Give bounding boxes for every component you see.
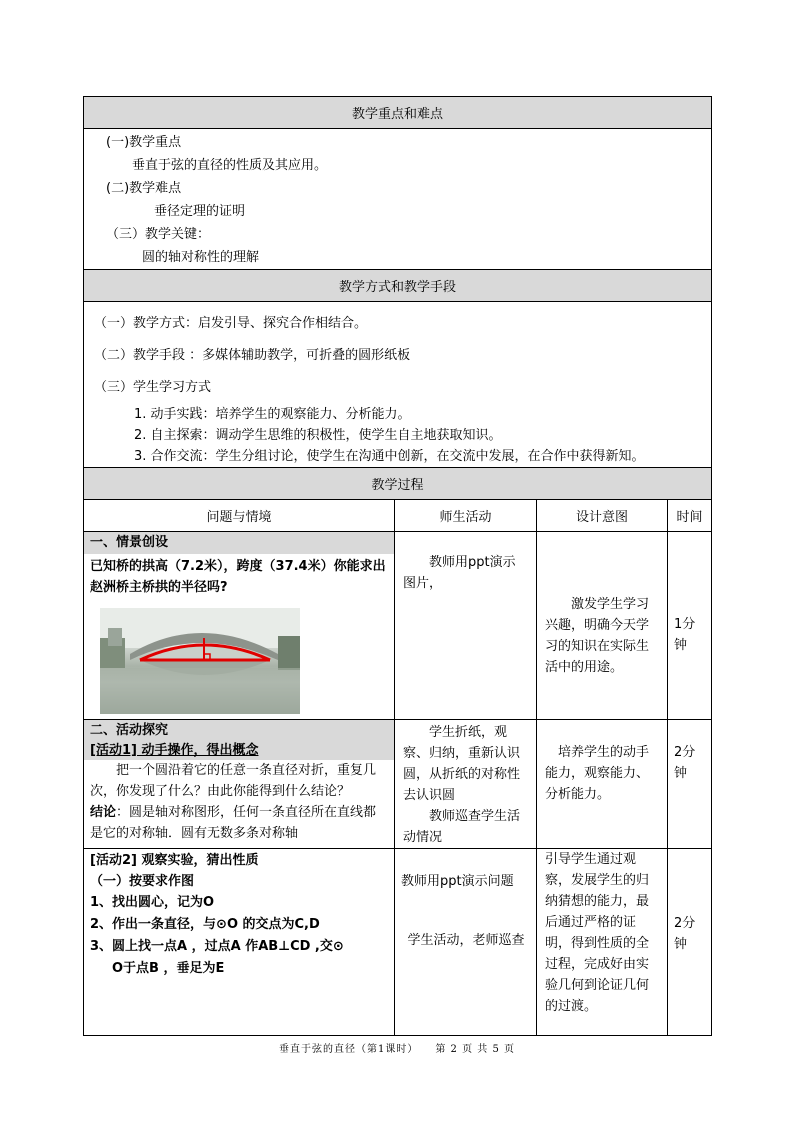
row2-conclusion xyxy=(84,802,394,846)
key-point-text: 垂直于弦的直径的性质及其应用。 xyxy=(132,158,328,173)
teaching-method-content xyxy=(84,302,712,468)
key-factor-heading: （三）教学关键： xyxy=(106,227,211,242)
key-points-content xyxy=(84,129,712,270)
row3-activity-cell xyxy=(395,849,537,1036)
page-footer: 垂直于弦的直径（第1课时） 第 2 页 共 5 页 xyxy=(279,1044,515,1055)
row1-activity: 教师用ppt演示图片， xyxy=(403,555,516,591)
row2-body: 把一个圆沿着它的任意一条直径对折，重复几次，你发现了什么？由此你能得到什么结论？ xyxy=(90,763,377,799)
section-title-key-points: 教学重点和难点 xyxy=(84,97,712,129)
row3-time: 2分钟 xyxy=(674,916,696,952)
column-header-activity: 师生活动 xyxy=(395,500,537,532)
row1-intent-cell xyxy=(537,532,668,720)
row3-intent-cell xyxy=(537,849,668,1036)
row2-intent-cell xyxy=(537,720,668,849)
row3-activity: 教师用ppt演示问题 xyxy=(401,874,514,889)
row1-question-cell xyxy=(84,532,395,720)
row1-time: 1分钟 xyxy=(674,617,696,653)
study-item: 2. 自主探索：调动学生思维的积极性，使学生自主地获取知识。 xyxy=(134,428,502,443)
zhaozhou-bridge-photo xyxy=(100,608,300,714)
column-header-intent: 设计意图 xyxy=(537,500,668,532)
lesson-plan-page xyxy=(83,96,711,1036)
section-title-teaching-process: 教学过程 xyxy=(84,468,712,500)
study-method-heading: （三）学生学习方式 xyxy=(94,380,212,395)
step-title: （一）按要求作图 xyxy=(90,874,195,889)
key-point-heading: (一)教学重点 xyxy=(106,135,182,150)
row3-question-cell xyxy=(84,849,395,1036)
row2-activity2: 教师巡查学生活动情况 xyxy=(403,809,521,845)
difficulty-text: 垂径定理的证明 xyxy=(154,204,246,219)
column-header-time: 时间 xyxy=(668,500,712,532)
row2-question-cell xyxy=(84,720,395,849)
step-item: O于点B ，垂足为E xyxy=(112,961,225,976)
conclusion-text: ：圆是轴对称图形，任何一条直径所在直线都是它的对称轴．圆有无数多条对称轴 xyxy=(90,805,377,841)
conclusion-label: 结论 xyxy=(90,805,117,820)
teaching-method-text: （一）教学方式：启发引导、探究合作相结合。 xyxy=(94,316,368,331)
row1-heading: 一、情景创设 xyxy=(84,532,394,554)
row2-time: 2分钟 xyxy=(674,745,696,781)
lesson-table xyxy=(83,96,712,1036)
row3-time-cell xyxy=(668,849,712,1036)
row3-activity2: 学生活动，老师巡查 xyxy=(407,933,525,948)
row2-sub-heading xyxy=(84,742,394,760)
row1-activity-cell xyxy=(395,532,537,720)
study-item: 3. 合作交流：学生分组讨论，使学生在沟通中创新，在交流中发展，在合作中获得新知。 xyxy=(134,449,645,464)
study-item: 1. 动手实践：培养学生的观察能力、分析能力。 xyxy=(134,407,411,422)
step-item: 2、作出一条直径，与⊙O 的交点为C,D xyxy=(90,917,320,932)
row1-question: 已知桥的拱高（7.2米），跨度（37.4米）你能求出赵洲桥主桥拱的半径吗? xyxy=(90,559,386,595)
teaching-means-text: （二）教学手段 ：多媒体辅助教学，可折叠的圆形纸板 xyxy=(94,348,411,363)
step-item: 3、圆上找一点A ，过点A 作AB⊥CD ,交⊙ xyxy=(90,939,344,954)
activity1-title: [活动1] 动手操作，得出概念 xyxy=(90,743,259,758)
column-header-question: 问题与情境 xyxy=(84,500,395,532)
row2-heading: 二、活动探究 xyxy=(84,720,394,742)
row1-time-cell xyxy=(668,532,712,720)
activity2-title: [活动2] 观察实验，猜出性质 xyxy=(90,853,259,868)
row2-time-cell xyxy=(668,720,712,849)
row3-intent: 引导学生通过观察，发展学生的归纳猜想的能力，最后通过严格的证明，得到性质的全过程，完成好由实验几何到论证几何的过渡。 xyxy=(545,852,650,1014)
step-item: 1、找出圆心，记为O xyxy=(90,895,215,910)
row2-intent: 培养学生的动手能力，观察能力、分析能力。 xyxy=(545,745,650,802)
row2-activity-cell xyxy=(395,720,537,849)
row1-intent: 激发学生学习兴趣，明确今天学习的知识在实际生活中的用途。 xyxy=(545,597,650,675)
difficulty-heading: (二)教学难点 xyxy=(106,181,182,196)
key-factor-text: 圆的轴对称性的理解 xyxy=(142,250,260,265)
section-title-teaching-method: 教学方式和教学手段 xyxy=(84,270,712,302)
bridge-arch-diagram xyxy=(100,608,300,714)
row2-activity: 学生折纸，观察、归纳，重新认识圆，从折纸的对称性去认识圆 xyxy=(403,725,521,803)
